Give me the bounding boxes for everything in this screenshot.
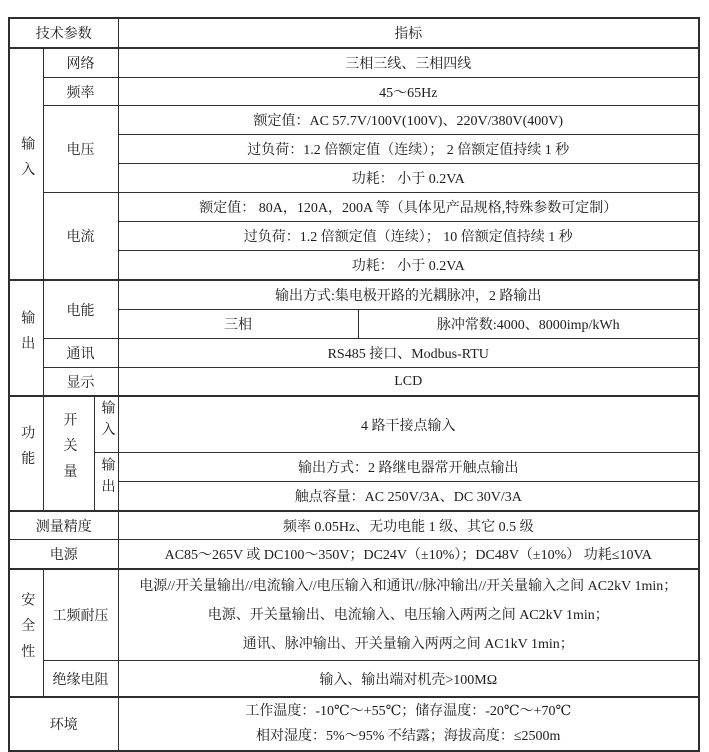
spec-table	[8, 17, 700, 752]
label-withstand-voltage: 工频耐压	[43, 569, 118, 661]
label-accuracy: 测量精度	[9, 511, 118, 540]
row-comm	[9, 339, 699, 368]
value-voltage-rated: 额定值：AC 57.7V/100V(100V)、220V/380V(400V)	[118, 106, 699, 135]
row-environment	[9, 697, 699, 751]
row-switch-output-mode	[9, 453, 699, 482]
value-current-rated: 额定值： 80A，120A，200A 等（具体见产品规格,特殊参数可定制）	[118, 193, 699, 222]
value-energy-pulse-constant: 脉冲常数:4000、8000imp/kWh	[358, 310, 699, 339]
label-frequency: 频率	[43, 78, 118, 106]
value-switch-do-capacity: 触点容量：AC 250V/3A、DC 30V/3A	[118, 482, 699, 512]
value-current-consumption: 功耗： 小于 0.2VA	[118, 251, 699, 281]
value-insulation: 输入、输出端对机壳>100MΩ	[118, 661, 699, 698]
label-switch-quantity: 开关量	[43, 396, 94, 511]
label-energy: 电能	[43, 280, 118, 339]
value-power: AC85～265V 或 DC100～350V；DC24V（±10%）；DC48V（±10%） 功耗≤10VA	[118, 540, 699, 570]
value-environment	[118, 697, 699, 751]
row-power	[9, 540, 699, 570]
label-current: 电流	[43, 193, 118, 281]
label-switch-di: 输入	[94, 396, 118, 453]
value-network: 三相三线、三相四线	[118, 48, 699, 78]
section-label-output: 输出	[9, 280, 43, 396]
header-spec: 指标	[118, 18, 699, 48]
value-withstand-voltage	[118, 569, 699, 661]
row-insulation	[9, 661, 699, 698]
row-frequency	[9, 78, 699, 106]
label-display: 显示	[43, 368, 118, 397]
section-label-function: 功能	[9, 396, 43, 511]
environment-line-1: 工作温度：-10℃～+55℃；储存温度：-20℃～+70℃	[245, 704, 572, 719]
environment-line-2: 相对湿度：5%～95% 不结露；海拔高度：≤2500m	[256, 729, 561, 744]
row-network	[9, 48, 699, 78]
section-label-safety: 安全性	[9, 569, 43, 697]
withstand-line-3: 通讯、脉冲输出、开关量输入两两之间 AC1kV 1min；	[242, 636, 574, 652]
row-withstand-voltage	[9, 569, 699, 661]
value-switch-do-mode: 输出方式：2 路继电器常开触点输出	[118, 453, 699, 482]
label-comm: 通讯	[43, 339, 118, 368]
value-energy-phase: 三相	[118, 310, 358, 339]
value-frequency: 45～65Hz	[118, 78, 699, 106]
row-switch-input	[9, 396, 699, 453]
value-comm: RS485 接口、Modbus-RTU	[118, 339, 699, 368]
value-switch-di: 4 路干接点输入	[118, 396, 699, 453]
value-energy-mode: 输出方式:集电极开路的光耦脉冲，2 路输出	[118, 280, 699, 310]
row-voltage-rated	[9, 106, 699, 135]
value-display: LCD	[118, 368, 699, 397]
withstand-line-2: 电源、开关量输出、电流输入、电压输入两两之间 AC2kV 1min；	[207, 607, 609, 623]
row-current-rated	[9, 193, 699, 222]
withstand-line-1: 电源//开关量输出//电流输入//电压输入和通讯//脉冲输出//开关量输入之间 AC2kV 1min；	[139, 578, 678, 594]
label-environment: 环境	[9, 697, 118, 751]
label-network: 网络	[43, 48, 118, 78]
label-power: 电源	[9, 540, 118, 570]
section-label-input: 输入	[9, 48, 43, 280]
header-row	[9, 18, 699, 48]
header-tech-params: 技术参数	[9, 18, 118, 48]
label-voltage: 电压	[43, 106, 118, 193]
value-voltage-overload: 过负荷：1.2 倍额定值（连续）； 2 倍额定值持续 1 秒	[118, 135, 699, 164]
label-insulation: 绝缘电阻	[43, 661, 118, 698]
label-switch-do: 输出	[94, 453, 118, 512]
value-accuracy: 频率 0.05Hz、无功电能 1 级、其它 0.5 级	[118, 511, 699, 540]
value-voltage-consumption: 功耗： 小于 0.2VA	[118, 164, 699, 193]
row-energy-mode	[9, 280, 699, 310]
value-current-overload: 过负荷：1.2 倍额定值（连续）； 10 倍额定值持续 1 秒	[118, 222, 699, 251]
row-display	[9, 368, 699, 397]
row-accuracy	[9, 511, 699, 540]
